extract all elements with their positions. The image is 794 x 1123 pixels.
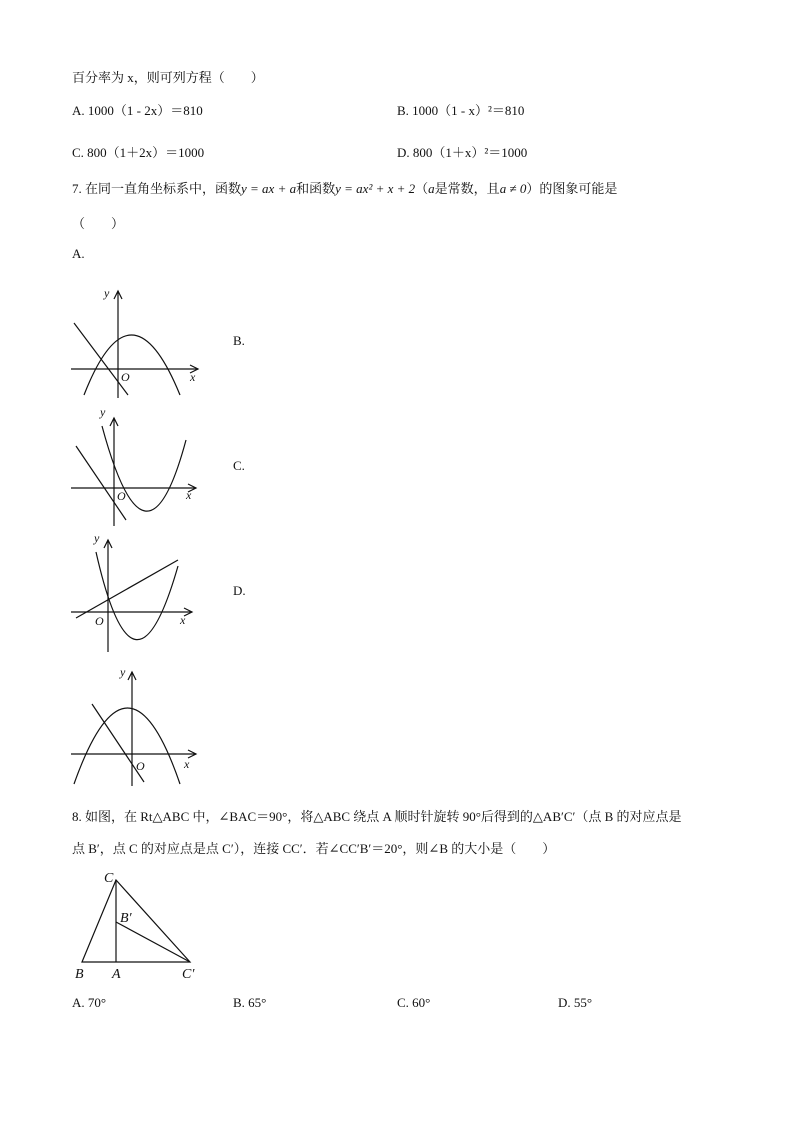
q7-quadratic-function: y = ax² + x + 2 [335,181,416,196]
q7-linear-function: y = ax + a [241,181,297,196]
q8-option-c: C. 60° [397,995,431,1010]
q6-option-a: A. 1000（1 - 2x）＝810 [72,103,203,118]
q8-label-b: B [75,967,84,982]
q6-option-b: B. 1000（1 - x）²＝810 [397,103,525,118]
q7-stem [72,178,617,197]
q7-label-b: B. [233,333,245,348]
q8-option-b: B. 65° [233,995,267,1010]
q7-graph-d-y-label: y [120,665,126,679]
q8-option-d: D. 55° [558,995,593,1010]
q7-text-1: 在同一直角坐标系中，函数 [85,181,242,196]
q7-text-5: ）的图象可能是 [526,181,618,196]
q7-graph-a-x-label: x [190,370,196,384]
q7-graph-c-y-label: y [94,531,100,545]
q7-graph-b [66,404,206,528]
q7-text-4: 是常数，且 [434,181,500,196]
q7-graph-a [66,283,206,403]
q7-label-a: A. [72,246,85,261]
q7-constant-a: a [428,181,435,196]
q7-graph-d [66,660,206,790]
q7-answer-paren: （ ） [72,216,125,231]
q7-graph-a-y-label: y [104,286,110,300]
q7-graph-b-y-label: y [100,405,106,419]
q8-label-b-prime: B′ [120,911,132,926]
q7-text-2: 和函数 [296,181,336,196]
q8-label-a: A [112,967,121,982]
q8-stem-line-2: 点 B′，点 C 的对应点是点 C′），连接 CC′．若∠CC′B′＝20°，则∠B 的大小是（ ） [72,841,556,856]
q7-graph-d-origin: O [136,759,145,773]
q7-number: 7. [72,181,82,196]
q7-graph-c [66,530,206,654]
q8-triangle-figure [70,866,210,984]
q7-graph-b-x-label: x [186,488,192,502]
q6-stem-tail: 百分率为 x，则可列方程（ ） [72,70,264,85]
q8-label-c: C [104,871,114,886]
q7-condition: a ≠ 0 [499,181,527,196]
q7-label-c: C. [233,458,245,473]
q8-option-a: A. 70° [72,995,107,1010]
q8-label-c-prime: C′ [182,967,195,982]
q6-option-c: C. 800（1＋2x）＝1000 [72,145,205,160]
q7-graph-a-origin: O [121,370,130,384]
q8-stem-line-1: 8. 如图，在 Rt△ABC 中，∠BAC＝90°，将△ABC 绕点 A 顺时针旋转 90°后得到的△AB′C′（点 B 的对应点是 [72,809,682,824]
q7-graph-c-origin: O [95,614,104,628]
q7-label-d: D. [233,583,246,598]
q7-text-3: （ [415,181,429,196]
q7-graph-c-x-label: x [180,613,186,627]
q7-graph-b-origin: O [117,489,126,503]
q6-option-d: D. 800（1＋x）²＝1000 [397,145,528,160]
q7-graph-d-x-label: x [184,757,190,771]
